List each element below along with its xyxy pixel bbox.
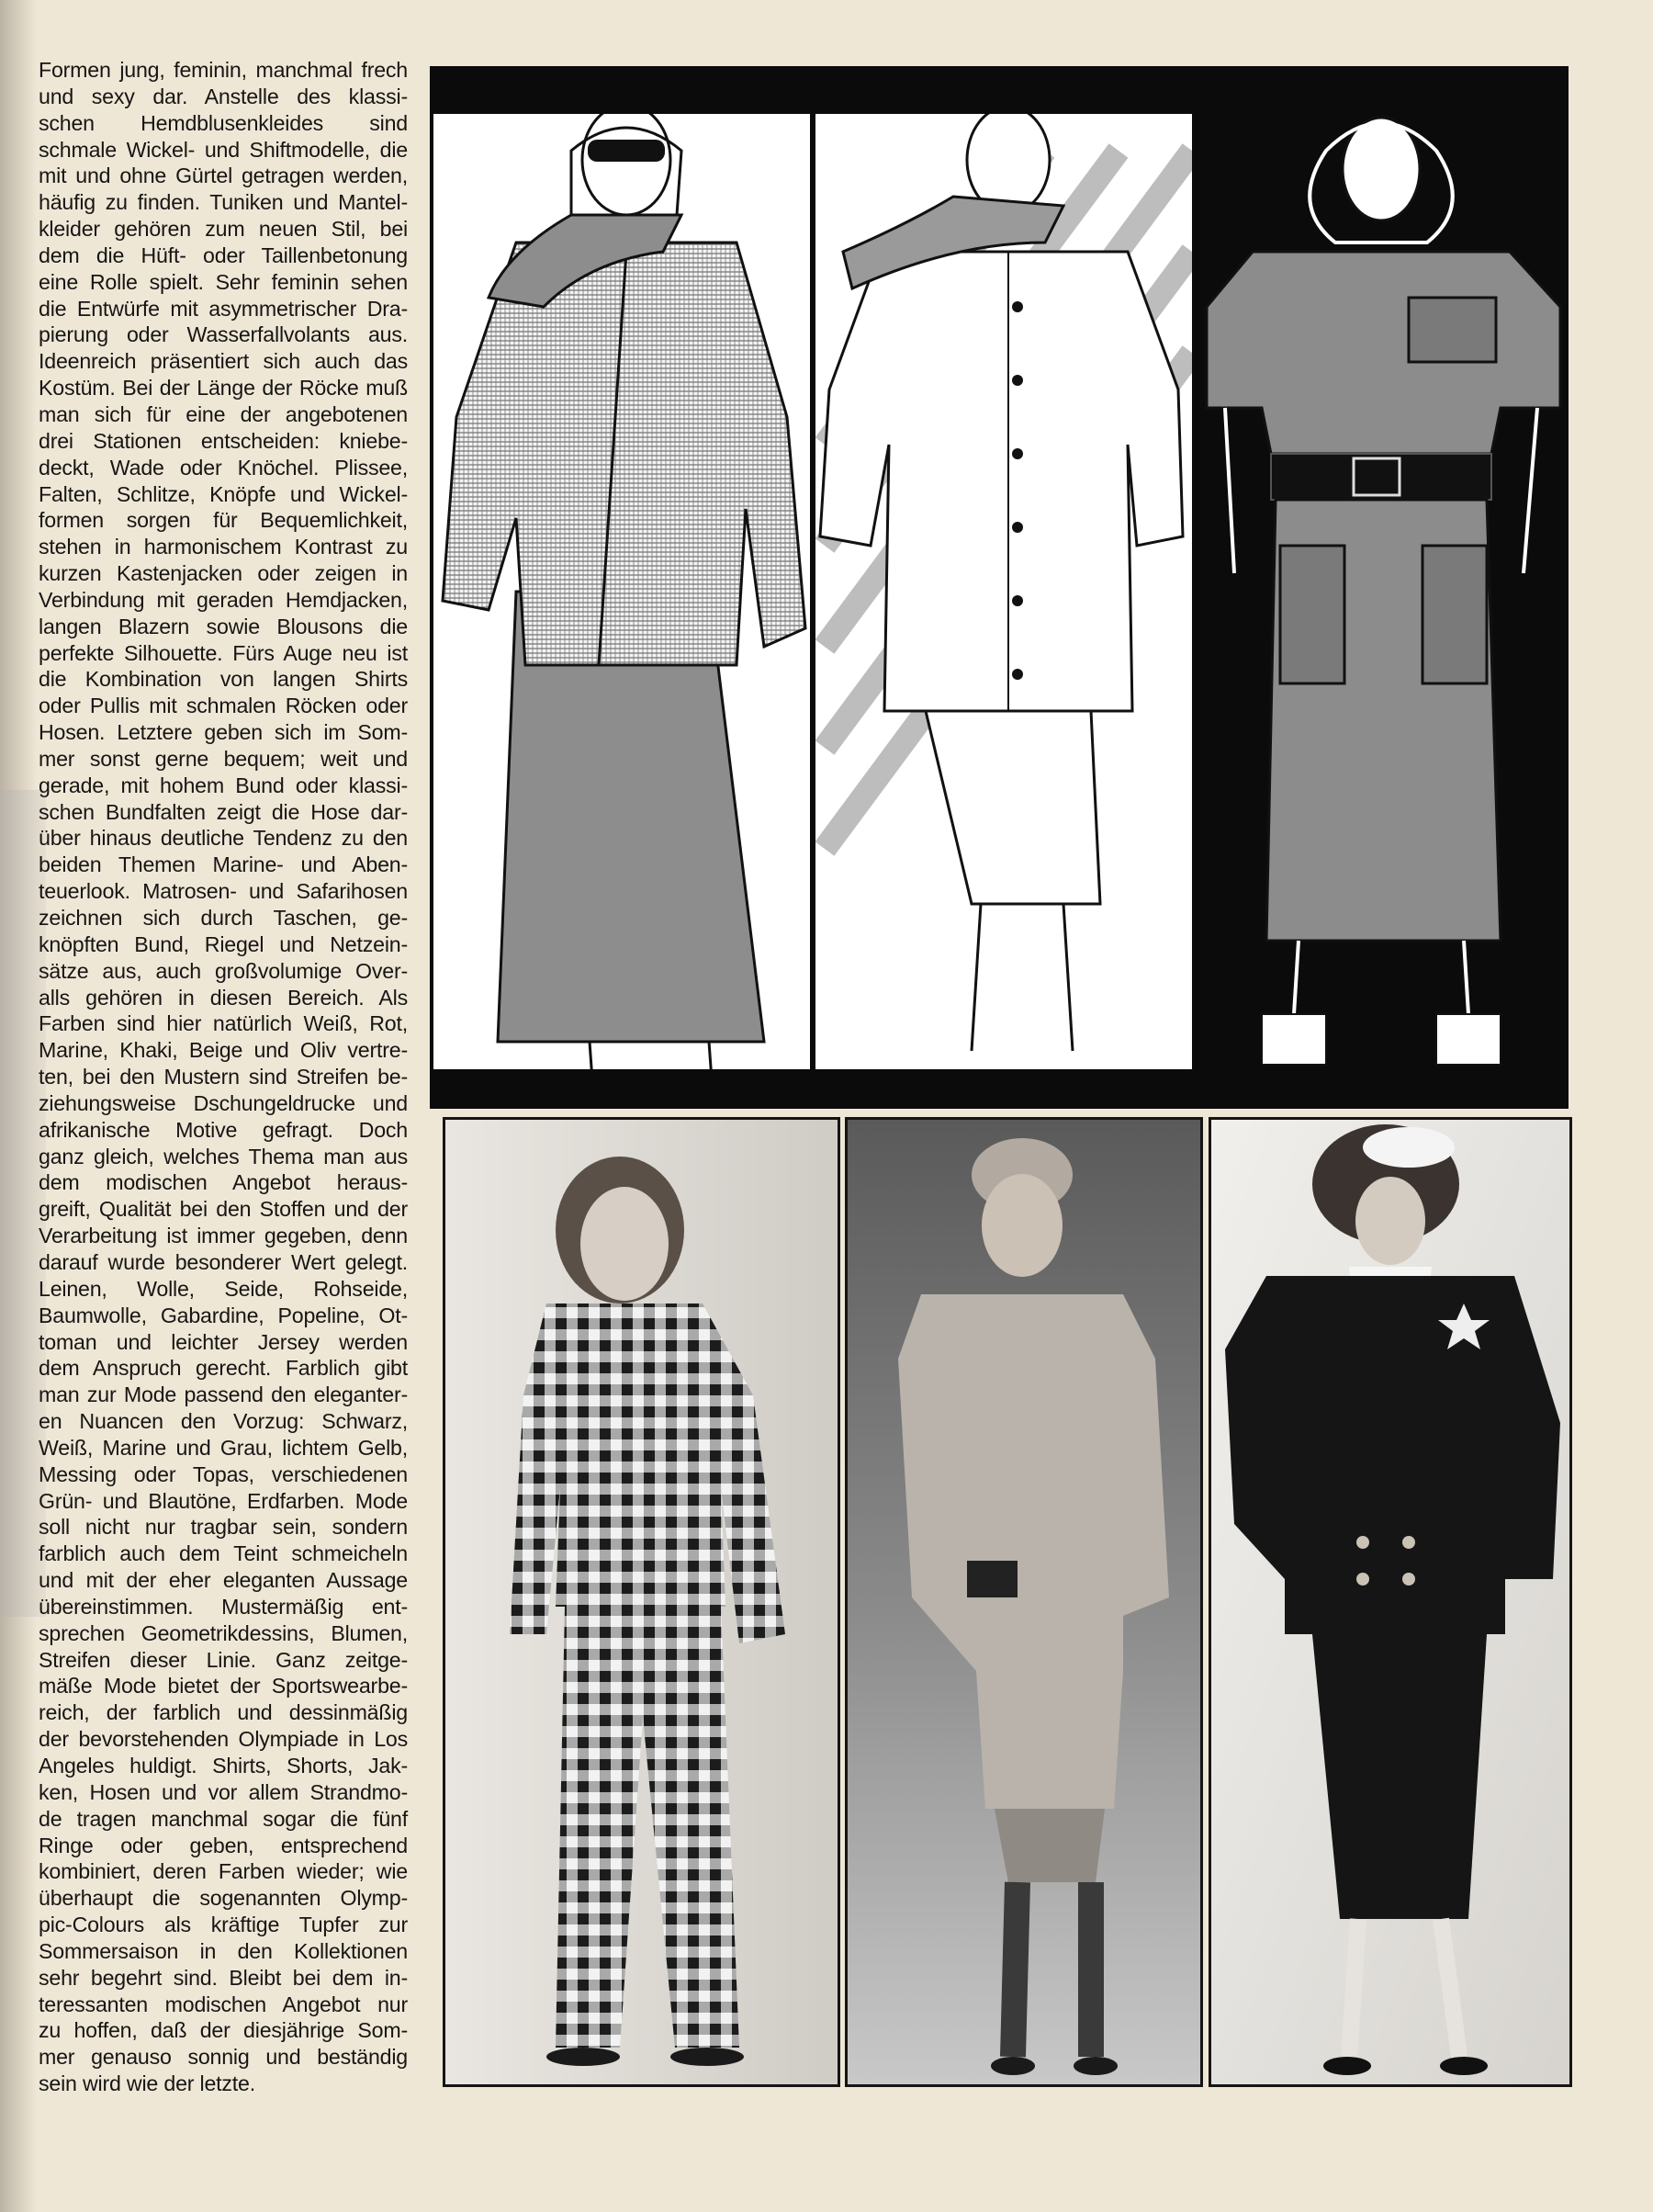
article-line: ziehungsweise Dschungeldrucke und	[39, 1090, 408, 1115]
article-line: sein wird wie der letzte.	[39, 2071, 255, 2096]
article-line: pic-Colours als kräftige Tupfer zur	[39, 1913, 408, 1937]
fashion-illustration-block	[430, 66, 1569, 1109]
article-line: Kostüm. Bei der Länge der Röcke muß	[39, 376, 408, 401]
article-line: übereinstimmen. Mustermäßig ent-	[39, 1594, 408, 1619]
article-line: darauf wurde besonderer Wert gelegt.	[39, 1249, 408, 1274]
article-line: Sommersaison in den Kollektionen	[39, 1938, 408, 1963]
article-line: Ideenreich präsentiert sich auch das	[39, 349, 408, 374]
article-line: sätze aus, auch großvolumige Over-	[39, 958, 408, 983]
article-line: häufig zu finden. Tuniken und Mantel-	[39, 190, 408, 215]
fashion-sketch-tweed-coat-icon	[433, 114, 810, 1069]
article-line: eine Rolle spielt. Sehr feminin sehen	[39, 269, 408, 294]
article-line: ken, Hosen und vor allem Strandmo-	[39, 1779, 408, 1804]
article-line: gerade, mit hohem Bund oder klassi-	[39, 773, 408, 797]
article-line: kombiniert, deren Farben wieder; wie	[39, 1859, 408, 1884]
article-line: Grün- und Blautöne, Erdfarben. Mode	[39, 1488, 408, 1513]
article-line: zu hoffen, daß der diesjährige Som-	[39, 2018, 408, 2043]
article-line: greift, Qualität bei den Stoffen und der	[39, 1197, 408, 1222]
illustration-white-coat	[815, 114, 1192, 1069]
article-line: formen sorgen für Bequemlichkeit,	[39, 508, 408, 533]
article-text-column	[39, 57, 408, 2097]
article-line: alls gehören in diesen Bereich. Als	[39, 985, 408, 1010]
article-line: Verarbeitung ist immer gegeben, denn	[39, 1224, 408, 1248]
article-line: der bevorstehenden Olympiade in Los	[39, 1727, 408, 1752]
article-line: farblich auch dem Teint schmeicheln	[39, 1541, 408, 1566]
article-line: ganz gleich, welches Thema man aus	[39, 1144, 408, 1168]
illustration-tweed-coat	[433, 114, 810, 1069]
article-line: Angeles huldigt. Shirts, Shorts, Jak-	[39, 1754, 408, 1778]
article-line: die Kombination von langen Shirts	[39, 667, 408, 692]
article-line: kleider gehören zum neuen Stil, bei	[39, 217, 408, 242]
article-line: schen Bundfalten zeigt die Hose dar-	[39, 799, 408, 824]
article-line: über hinaus deutliche Tendenz zu den	[39, 826, 408, 851]
article-line: die Entwürfe mit asymmetrischer Dra-	[39, 296, 408, 321]
article-line: soll nicht nur tragbar sein, sondern	[39, 1515, 408, 1540]
article-line: pierung oder Wasserfallvolants aus.	[39, 322, 408, 347]
article-line: oder Pullis mit schmalen Röcken oder	[39, 694, 408, 718]
article-line: mäße Mode bietet der Sportswearbe-	[39, 1674, 408, 1698]
article-line: dem die Hüft- oder Taillenbetonung	[39, 243, 408, 267]
photo-turban-dress-icon	[848, 1120, 1203, 2087]
photo-turban-dress	[845, 1117, 1203, 2087]
fashion-sketch-white-coat-icon	[815, 114, 1192, 1069]
article-line: zeichnen sich durch Taschen, ge-	[39, 906, 408, 930]
article-line: en Nuancen den Vorzug: Schwarz,	[39, 1409, 408, 1434]
article-line: Falten, Schlitze, Knöpfe und Wickel-	[39, 481, 408, 506]
fashion-sketch-safari-shirt-icon	[1198, 114, 1565, 1069]
photo-black-blazer-icon	[1211, 1120, 1572, 2087]
article-line: teuerlook. Matrosen- und Safarihosen	[39, 879, 408, 904]
article-line: reich, der farblich und dessinmäßig	[39, 1700, 408, 1725]
article-line: Streifen dieser Linie. Ganz zeitge-	[39, 1647, 408, 1672]
article-line: Messing oder Topas, verschiedenen	[39, 1462, 408, 1486]
article-line: und mit der eher eleganten Aussage	[39, 1568, 408, 1593]
article-line: Marine, Khaki, Beige und Oliv vertre-	[39, 1038, 408, 1063]
article-line: langen Blazern sowie Blousons die	[39, 614, 408, 638]
article-line: stehen in harmonischem Kontrast zu	[39, 535, 408, 559]
article-line: deckt, Wade oder Knöchel. Plissee,	[39, 455, 408, 480]
photo-gingham-outfit-icon	[445, 1120, 840, 2087]
article-line: beiden Themen Marine- und Aben-	[39, 852, 408, 877]
article-line: teressanten modischen Angebot nur	[39, 1992, 408, 2016]
article-line: man sich für eine der angebotenen	[39, 401, 408, 426]
article-line: drei Stationen entscheiden: kniebe-	[39, 428, 408, 453]
article-line: schen Hemdblusenkleides sind	[39, 110, 408, 135]
article-line: mer sonst gerne bequem; weit und	[39, 746, 408, 771]
article-line: mer genauso sonnig und beständig	[39, 2045, 408, 2070]
article-line: Formen jung, feminin, manchmal frech	[39, 58, 408, 82]
article-line: perfekte Silhouette. Fürs Auge neu ist	[39, 640, 408, 665]
photo-gingham-outfit	[443, 1117, 840, 2087]
article-line: kurzen Kastenjacken oder zeigen in	[39, 561, 408, 586]
article-line: überhaupt die sogenannten Olymp-	[39, 1886, 408, 1911]
article-line: mit und ohne Gürtel getragen werden,	[39, 164, 408, 188]
article-line: sehr begehrt sind. Bleibt bei dem in-	[39, 1965, 408, 1990]
article-line: knöpften Bund, Riegel und Netzein-	[39, 931, 408, 956]
article-line: sprechen Geometrikdessins, Blumen,	[39, 1620, 408, 1645]
article-line: toman und leichter Jersey werden	[39, 1329, 408, 1354]
article-line: und sexy dar. Anstelle des klassi-	[39, 84, 408, 108]
article-line: Verbindung mit geraden Hemdjacken,	[39, 587, 408, 612]
article-line: Weiß, Marine und Grau, lichtem Gelb,	[39, 1435, 408, 1460]
article-line: Ringe oder geben, entsprechend	[39, 1833, 408, 1857]
article-line: dem Anspruch gerecht. Farblich gibt	[39, 1356, 408, 1381]
photo-black-blazer	[1209, 1117, 1572, 2087]
article-line: de tragen manchmal sogar die fünf	[39, 1806, 408, 1831]
article-line: dem modischen Angebot heraus-	[39, 1170, 408, 1195]
illustration-safari-shirt	[1198, 114, 1565, 1069]
article-line: Baumwolle, Gabardine, Popeline, Ot-	[39, 1303, 408, 1327]
article-line: schmale Wickel- und Shiftmodelle, die	[39, 137, 408, 162]
article-line: Farben sind hier natürlich Weiß, Rot,	[39, 1011, 408, 1036]
article-line: man zur Mode passend den eleganter-	[39, 1382, 408, 1407]
article-line: afrikanische Motive gefragt. Doch	[39, 1117, 408, 1142]
article-line: Leinen, Wolle, Seide, Rohseide,	[39, 1276, 408, 1301]
article-line: ten, bei den Mustern sind Streifen be-	[39, 1065, 408, 1089]
article-line: Hosen. Letztere geben sich im Som-	[39, 720, 408, 745]
